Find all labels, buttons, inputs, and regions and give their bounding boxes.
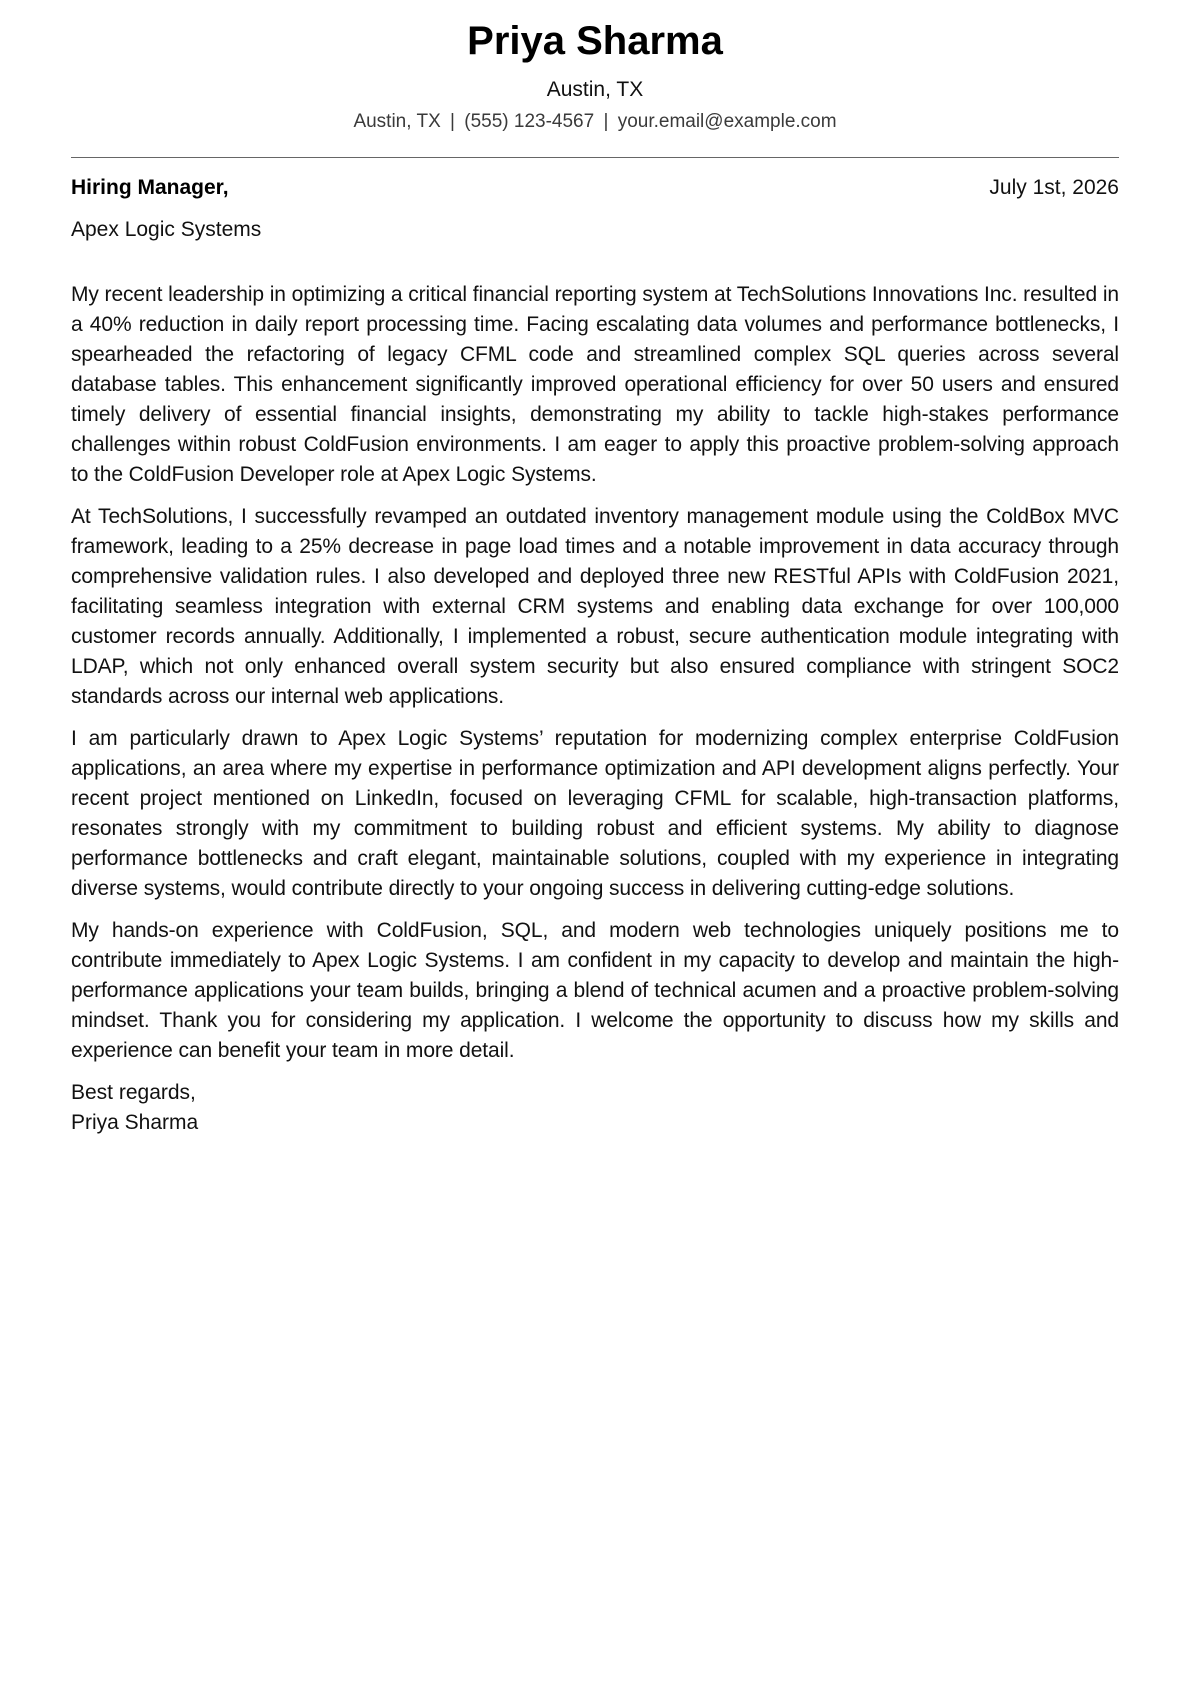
sender-name: Priya Sharma: [467, 19, 723, 63]
salutation: Hiring Manager,: [71, 176, 229, 199]
contact-email: your.email@example.com: [617, 111, 837, 132]
letter-body: [71, 280, 1119, 1066]
contact-location: Austin, TX: [353, 111, 441, 132]
closing-phrase: Best regards,: [71, 1081, 196, 1104]
letter-closing: [71, 1078, 1119, 1138]
body-paragraph: My hands-on experience with ColdFusion, SQL, and modern web technologies uniquely positions me to contribute immediately to Apex Logic Systems. I am confident in my capacity to develop and maintain the high-performance applications your team builds, bringing a blend of technical acumen and a proactive problem-solving mindset. Thank you for considering my application. I welcome the opportunity to discuss how my skills and experience can benefit your team in more detail.: [71, 919, 1119, 1062]
contact-line: [71, 109, 1119, 135]
body-paragraph: My recent leadership in optimizing a critical financial reporting system at TechSolutions Innovations Inc. resulted in a 40% reduction in daily report processing time. Facing escalating data volumes and performance bottlenecks, I spearheaded the refactoring of legacy CFML code and streamlined complex SQL queries across several database tables. This enhancement significantly improved operational efficiency for over 50 users and ensured timely delivery of essential financial insights, demonstrating my ability to tackle high-stakes performance challenges within robust ColdFusion environments. I am eager to apply this proactive problem-solving approach to the ColdFusion Developer role at Apex Logic Systems.: [71, 283, 1119, 486]
body-paragraph: At TechSolutions, I successfully revamped an outdated inventory management module using the ColdBox MVC framework, leading to a 25% decrease in page load times and a notable improvement in data accuracy through comprehensive validation rules. I also developed and deployed three new RESTful APIs with ColdFusion 2021, facilitating seamless integration with external CRM systems and enabling data exchange for over 100,000 customer records annually. Additionally, I implemented a robust, secure authentication module integrating with LDAP, which not only enhanced overall system security but also ensured compliance with stringent SOC2 standards across our internal web applications.: [71, 505, 1119, 708]
letter-date: July 1st, 2026: [989, 176, 1119, 199]
header-divider: [71, 157, 1119, 158]
recipient-company: Apex Logic Systems: [71, 218, 262, 241]
letter-header: [71, 0, 1119, 135]
body-paragraph: I am particularly drawn to Apex Logic Systems’ reputation for modernizing complex enterprise ColdFusion applications, an area where my expertise in performance optimization and API development aligns perfectly. Your recent project mentioned on LinkedIn, focused on leveraging CFML for scalable, high-transaction platforms, resonates strongly with my commitment to building robust and efficient systems. My ability to diagnose performance bottlenecks and craft elegant, maintainable solutions, coupled with my experience in integrating diverse systems, would contribute directly to your ongoing success in delivering cutting-edge solutions.: [71, 727, 1119, 900]
contact-separator: |: [450, 111, 455, 132]
signature-name: Priya Sharma: [71, 1111, 199, 1134]
contact-phone: (555) 123-4567: [464, 111, 595, 132]
contact-separator: |: [603, 111, 609, 132]
recipient-date-row: [71, 174, 1119, 202]
sender-city: Austin, TX: [546, 78, 644, 101]
